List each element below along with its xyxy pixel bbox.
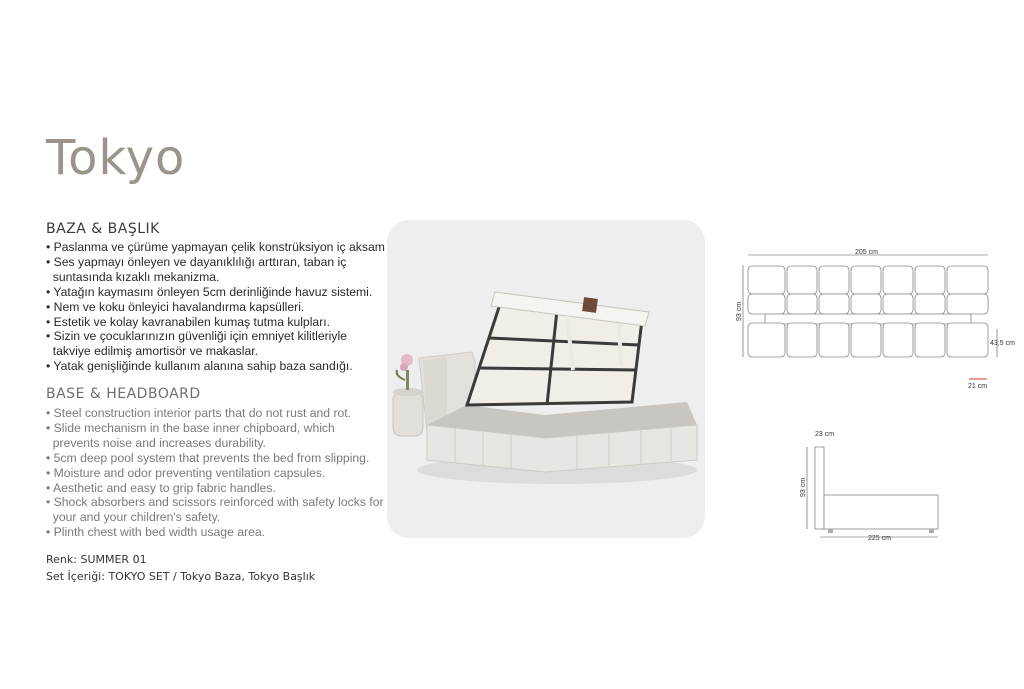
section-heading-en: BASE & HEADBOARD [46, 386, 201, 402]
list-item: • Moisture and odor preventing ventilation capsules. [46, 465, 326, 480]
list-item: • Slide mechanism in the base inner chipboard, which [46, 420, 335, 435]
base-height-label: 43,5 cm [990, 340, 1015, 347]
base-side [824, 495, 938, 529]
list-item: takviye edilmiş amortisör ve makaslar. [46, 344, 258, 359]
list-item: • Yatak genişliğinde kullanım alanına sahip baza sandığı. [46, 359, 353, 374]
bed-illustration [387, 220, 705, 538]
height-label: 93 cm [736, 301, 743, 321]
list-item: • Yatağın kaymasını önleyen 5cm derinliğinde havuz sistemi. [46, 284, 373, 299]
front-view-drawing [735, 245, 1020, 395]
leg-label: 21 cm [968, 383, 988, 390]
width-label: 205 cm [855, 249, 878, 256]
list-item: • 5cm deep pool system that prevents the bed from slipping. [46, 450, 370, 465]
feature-list-tr [46, 240, 385, 374]
top-band [0, 0, 1024, 72]
headboard-side [815, 447, 824, 529]
list-item: • Sizin ve çocuklarınızın güvenliği için emniyet kilitleriyle [46, 329, 347, 344]
color-label: Renk: SUMMER 01 [46, 553, 147, 566]
headboard-depth-label: 23 cm [815, 431, 835, 438]
list-item: • Plinth chest with bed width usage area. [46, 525, 266, 540]
side-height-label: 93 cm [800, 477, 807, 497]
list-item: • Paslanma ve çürüme yapmayan çelik konstrüksiyon iç aksam [46, 240, 385, 254]
list-item: • Nem ve koku önleyici havalandırma kapsülleri. [46, 299, 305, 314]
headboard-panels [748, 266, 988, 357]
length-label: 225 cm [868, 535, 891, 542]
list-item: • Estetik ve kolay kavranabilen kumaş tutma kulpları. [46, 314, 331, 329]
list-item: • Ses yapmayı önleyen ve dayanıklılığı arttıran, taban iç [46, 254, 347, 269]
product-title: Tokyo [46, 130, 186, 186]
list-item: • Steel construction interior parts that do not rust and rot. [46, 406, 352, 420]
set-contents-label: Set İçeriği: TOKYO SET / Tokyo Baza, Tokyo Başlık [46, 570, 316, 583]
product-photo [387, 220, 705, 538]
list-item: your and your children's safety. [46, 510, 221, 525]
section-heading-tr: BAZA & BAŞLIK [46, 221, 160, 237]
list-item: • Shock absorbers and scissors reinforced with safety locks for [46, 495, 384, 510]
side-view-drawing [795, 425, 955, 545]
feature-list-en [46, 406, 384, 540]
list-item: prevents noise and increases durability. [46, 435, 266, 450]
list-item: • Aesthetic and easy to grip fabric handles. [46, 480, 276, 495]
list-item: suntasında kızaklı mekanizma. [46, 269, 220, 284]
